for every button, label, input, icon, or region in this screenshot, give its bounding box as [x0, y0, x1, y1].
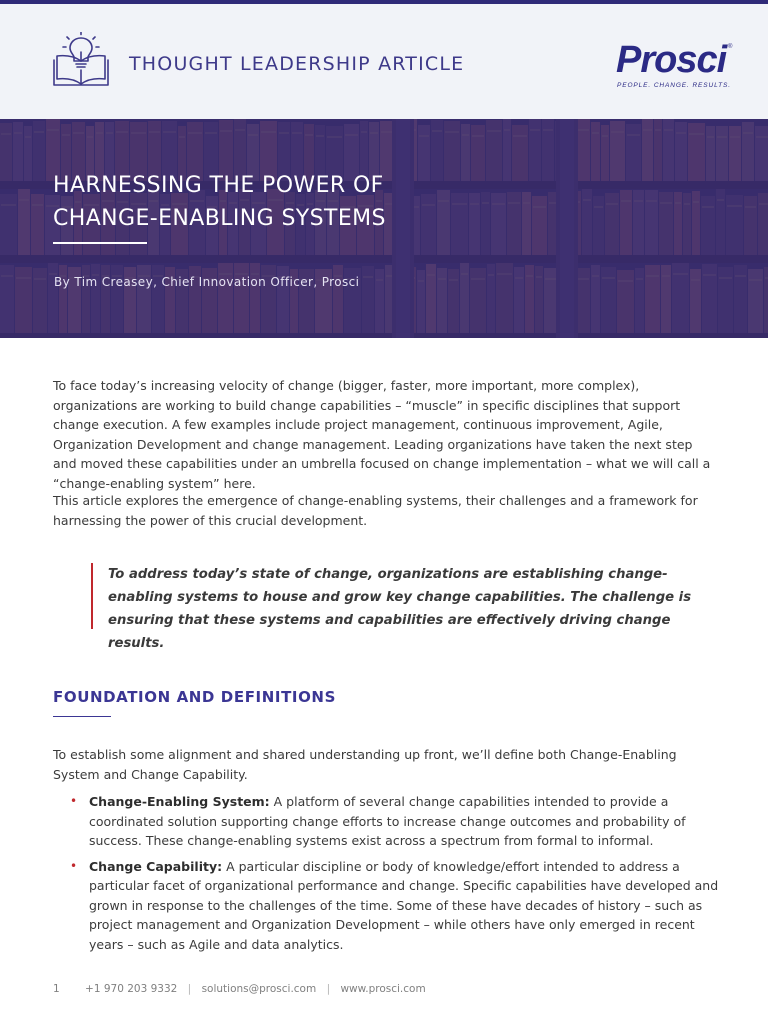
page-footer — [53, 983, 426, 995]
page-header — [0, 4, 768, 119]
article-type-label: THOUGHT LEADERSHIP ARTICLE — [129, 53, 465, 75]
article-title-line-2: CHANGE-ENABLING SYSTEMS — [53, 206, 386, 231]
footer-website-link[interactable]: www.prosci.com — [340, 983, 426, 995]
hero-banner — [0, 119, 768, 338]
logo-tagline: PEOPLE. CHANGE. RESULTS. — [617, 82, 731, 89]
logo-registered-mark: ® — [728, 44, 733, 50]
definition-term: Change Capability: — [89, 858, 223, 874]
title-underline — [53, 242, 147, 244]
footer-separator: | — [326, 983, 331, 995]
prosci-logo[interactable] — [616, 38, 736, 94]
article-title — [53, 169, 386, 235]
definition-text: A platform of several change capabilities intended to provide a coordinated solution supporting change efforts to increase change outcomes and probability of success. These change-enabling systems exist across a spectrum from formal to informal. — [89, 794, 686, 848]
bullet-marker: • — [70, 794, 78, 808]
section-heading-underline — [53, 716, 111, 717]
definition-text: A particular discipline or body of knowledge/effort intended to address a particular facet of organizational performance and change. Specific capabilities have developed and grown in response to the challenges of the time. Some of these have decades of history – such as project management and Organization Development – while others have only emerged in recent years – such as Agile and data analytics. — [89, 858, 719, 952]
footer-email-link[interactable]: solutions@prosci.com — [201, 983, 317, 995]
pull-quote-text: To address today’s state of change, organizations are establishing change-enabling systems to house and grow key change capabilities. The challenge is ensuring that these systems and capabilities are effectively driving change results. — [108, 567, 692, 651]
definition-term: Change-Enabling System: — [89, 794, 270, 809]
intro-paragraph-2: This article explores the emergence of change-enabling systems, their challenges and a framework for harnessing the power of this crucial development. — [53, 493, 698, 528]
list-item — [53, 857, 723, 955]
list-item — [53, 792, 723, 851]
author-byline: By Tim Creasey, Chief Innovation Officer, Prosci — [54, 275, 360, 289]
bullet-marker: • — [70, 858, 78, 873]
pull-quote — [91, 563, 721, 651]
article-title-line-1: HARNESSING THE POWER OF — [53, 173, 384, 198]
page-number: 1 — [53, 983, 60, 995]
footer-separator: | — [187, 983, 192, 995]
intro-paragraph-1: To face today’s increasing velocity of change (bigger, faster, more important, more complex), organizations are working to build change capabilities – “muscle” in specific disciplines that support change execution. A few examples include project management, continuous improvement, Agile, Organization Development and change management. Leading organizations have taken the next step and moved these capabilities under an umbrella focused on change implementation – what we will call a “change-enabling system” here. — [53, 378, 711, 491]
section-intro-paragraph: To establish some alignment and shared understanding up front, we’ll define both Change-Enabling System and Change Capability. — [53, 747, 677, 782]
logo-wordmark: Prosci — [616, 39, 727, 81]
footer-phone[interactable]: +1 970 203 9332 — [85, 983, 178, 995]
definitions-list — [53, 792, 723, 960]
section-heading: FOUNDATION AND DEFINITIONS — [53, 688, 336, 706]
book-lightbulb-icon — [50, 32, 112, 90]
